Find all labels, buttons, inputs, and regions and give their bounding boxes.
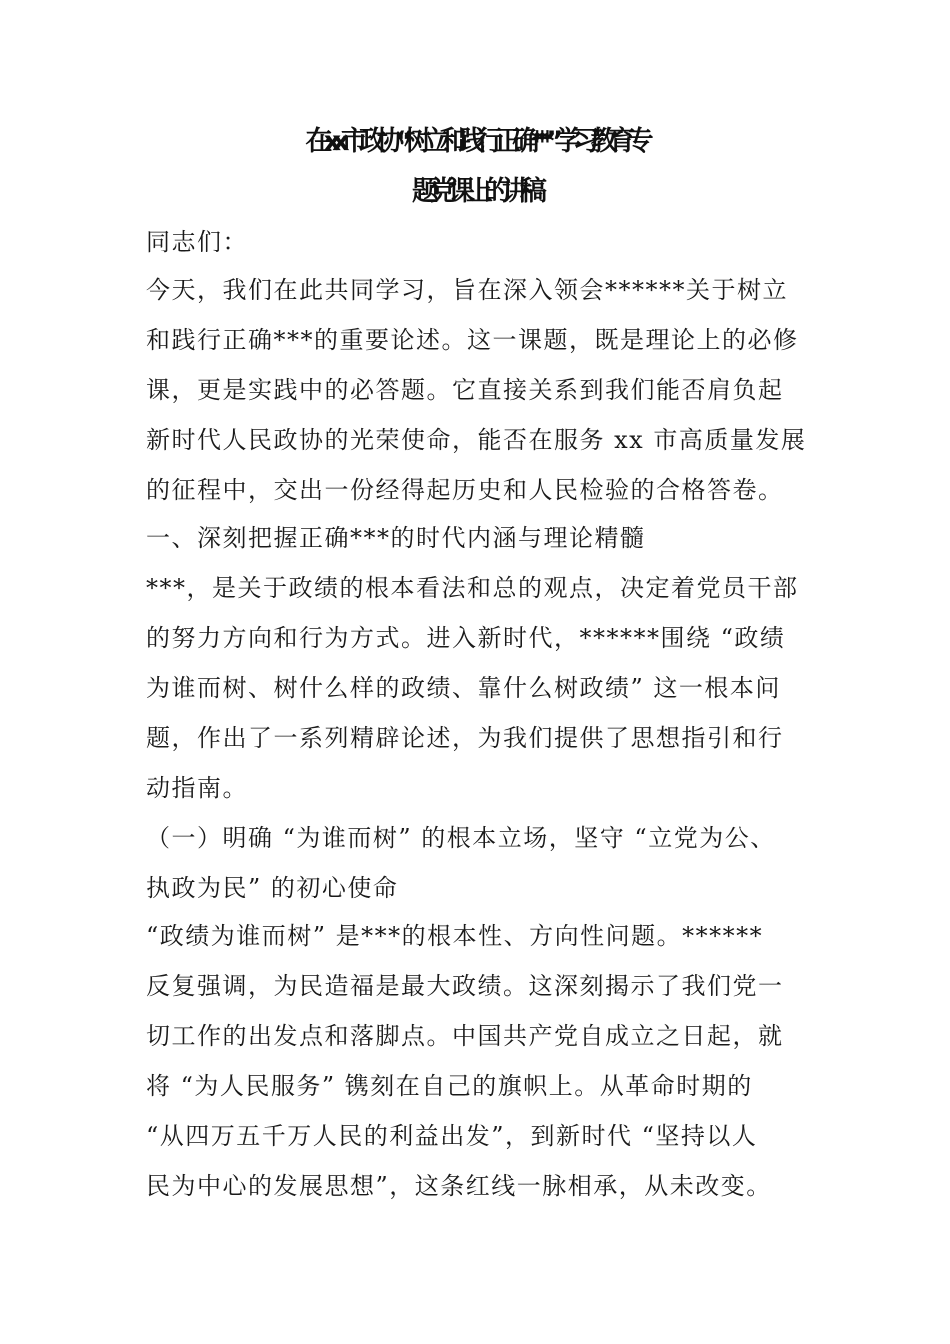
- document-title-line-1: 在 xx 市政协 “树立和践行正确***” 学习教育专: [305, 126, 645, 157]
- body-line: 今天，我们在此共同学习，旨在深入领会******关于树立: [146, 276, 788, 304]
- body-line: ***，是关于政绩的根本看法和总的观点，决定着党员干部: [146, 574, 799, 602]
- body-line: 课，更是实践中的必答题。它直接关系到我们能否肩负起: [146, 376, 784, 404]
- section-heading: 一、深刻把握正确***的时代内涵与理论精髓: [146, 524, 646, 552]
- body-line: 动指南。: [146, 774, 248, 802]
- subsection-heading: 执政为民” 的初心使命: [146, 874, 399, 902]
- body-line: 和践行正确***的重要论述。这一课题，既是理论上的必修: [146, 326, 799, 354]
- document-title-line-2: 题党课上的讲稿: [412, 176, 538, 207]
- subsection-heading: （一）明确 “为谁而树” 的根本立场，坚守 “立党为公、: [146, 824, 776, 852]
- body-line: 反复强调，为民造福是最大政绩。这深刻揭示了我们党一: [146, 972, 784, 1000]
- salutation: 同志们：: [146, 228, 248, 256]
- body-line: 将 “为人民服务” 镌刻在自己的旗帜上。从革命时期的: [146, 1072, 753, 1100]
- body-line: 新时代人民政协的光荣使命，能否在服务 xx 市高质量发展: [146, 426, 807, 454]
- body-line: 为谁而树、树什么样的政绩、靠什么树政绩” 这一根本问: [146, 674, 781, 702]
- body-line: 的努力方向和行为方式。进入新时代，******围绕 “政绩: [146, 624, 786, 652]
- body-line: “从四万五千万人民的利益出发”，到新时代 “坚持以人: [146, 1122, 758, 1150]
- body-line: 民为中心的发展思想”，这条红线一脉相承，从未改变。: [146, 1172, 772, 1200]
- body-line: “政绩为谁而树” 是***的根本性、方向性问题。******: [146, 922, 764, 950]
- body-line: 切工作的出发点和落脚点。中国共产党自成立之日起，就: [146, 1022, 784, 1050]
- body-line: 的征程中，交出一份经得起历史和人民检验的合格答卷。: [146, 476, 784, 504]
- body-line: 题，作出了一系列精辟论述，为我们提供了思想指引和行: [146, 724, 784, 752]
